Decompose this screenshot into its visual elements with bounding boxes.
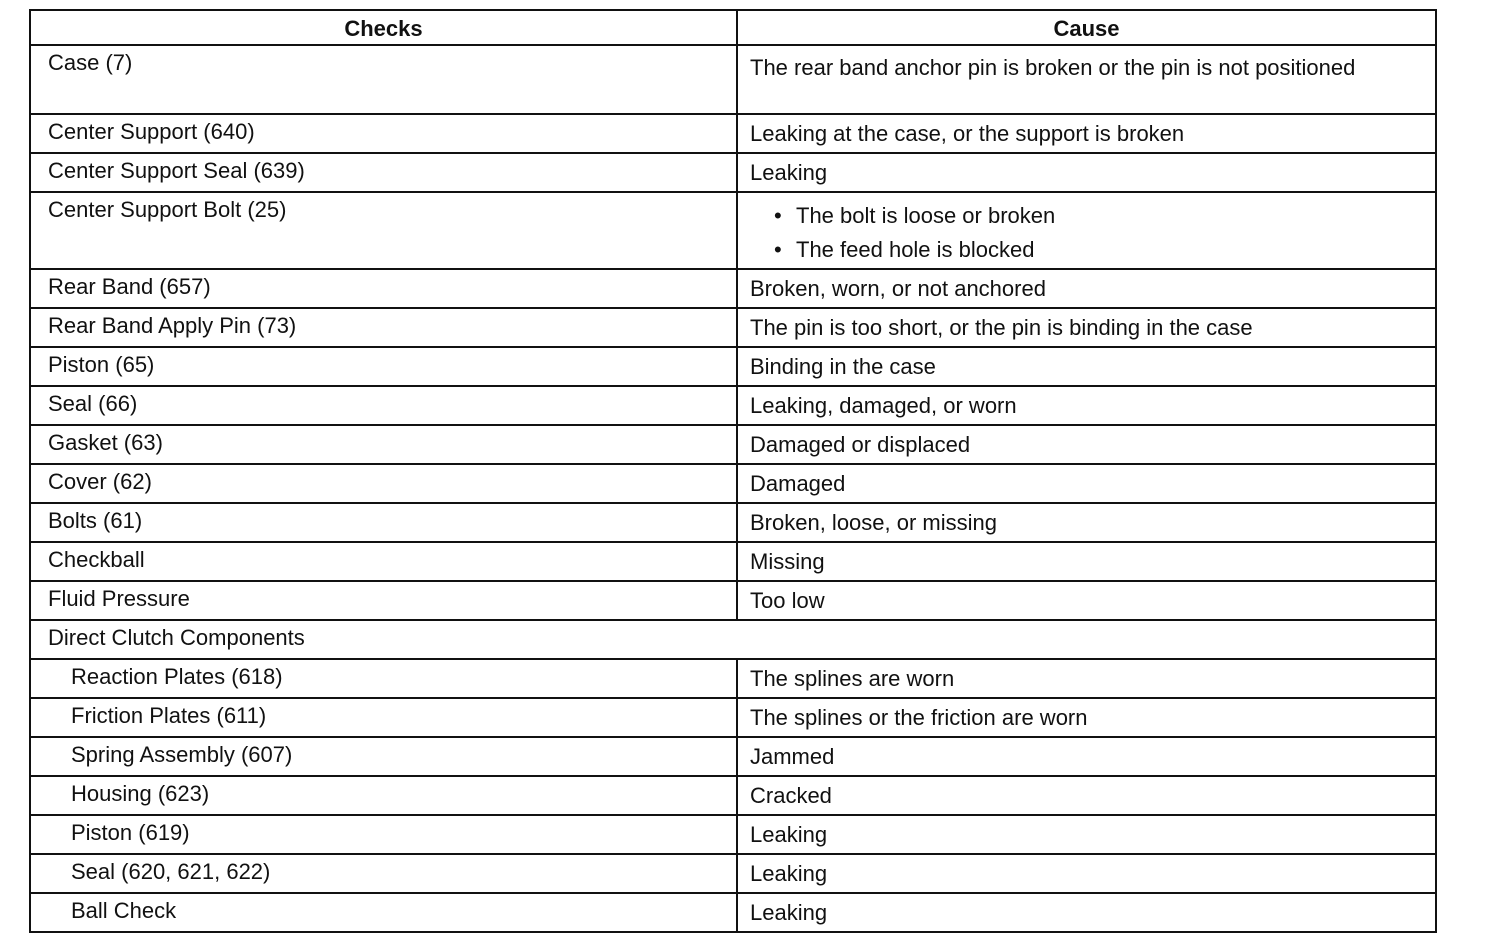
check-cell: Fluid Pressure bbox=[30, 581, 737, 620]
check-cell: Center Support (640) bbox=[30, 114, 737, 153]
table-row bbox=[30, 153, 1436, 192]
table-row bbox=[30, 45, 1436, 114]
table-row bbox=[30, 503, 1436, 542]
cause-cell: Missing bbox=[737, 542, 1436, 581]
check-cell: Seal (620, 621, 622) bbox=[30, 854, 737, 893]
check-cell: Piston (619) bbox=[30, 815, 737, 854]
check-cell: Reaction Plates (618) bbox=[30, 659, 737, 698]
cause-cell: Leaking bbox=[737, 815, 1436, 854]
table-row bbox=[30, 192, 1436, 269]
cause-cell: The splines or the friction are worn bbox=[737, 698, 1436, 737]
diagnosis-table bbox=[29, 9, 1437, 933]
group-label: Direct Clutch Components bbox=[30, 620, 1436, 659]
cause-cell: Leaking at the case, or the support is broken bbox=[737, 114, 1436, 153]
check-cell: Spring Assembly (607) bbox=[30, 737, 737, 776]
check-cell: Center Support Seal (639) bbox=[30, 153, 737, 192]
check-cell: Rear Band (657) bbox=[30, 269, 737, 308]
table-row bbox=[30, 815, 1436, 854]
cause-cell: Broken, worn, or not anchored bbox=[737, 269, 1436, 308]
check-cell: Seal (66) bbox=[30, 386, 737, 425]
check-cell: Checkball bbox=[30, 542, 737, 581]
cause-cell: The pin is too short, or the pin is binding in the case bbox=[737, 308, 1436, 347]
checks-column-header: Checks bbox=[30, 10, 737, 45]
cause-cell: The rear band anchor pin is broken or the pin is not positioned bbox=[737, 45, 1436, 114]
table-row bbox=[30, 464, 1436, 503]
check-cell: Friction Plates (611) bbox=[30, 698, 737, 737]
table-row bbox=[30, 347, 1436, 386]
cause-cell: Binding in the case bbox=[737, 347, 1436, 386]
table-row bbox=[30, 308, 1436, 347]
cause-cell: Damaged or displaced bbox=[737, 425, 1436, 464]
check-cell: Center Support Bolt (25) bbox=[30, 192, 737, 269]
cause-cell: The splines are worn bbox=[737, 659, 1436, 698]
cause-bullet: • The feed hole is blocked bbox=[774, 233, 1427, 267]
check-cell: Gasket (63) bbox=[30, 425, 737, 464]
cause-bullet-list bbox=[750, 199, 1427, 267]
table-header-row bbox=[30, 10, 1436, 45]
table-row bbox=[30, 114, 1436, 153]
cause-cell: Too low bbox=[737, 581, 1436, 620]
check-cell: Ball Check bbox=[30, 893, 737, 932]
check-cell: Housing (623) bbox=[30, 776, 737, 815]
cause-cell: Leaking bbox=[737, 153, 1436, 192]
cause-column-header: Cause bbox=[737, 10, 1436, 45]
table-row bbox=[30, 893, 1436, 932]
cause-cell: Broken, loose, or missing bbox=[737, 503, 1436, 542]
check-cell: Piston (65) bbox=[30, 347, 737, 386]
check-cell: Case (7) bbox=[30, 45, 737, 114]
cause-cell: Cracked bbox=[737, 776, 1436, 815]
table-row bbox=[30, 386, 1436, 425]
cause-cell: Damaged bbox=[737, 464, 1436, 503]
table-row bbox=[30, 542, 1436, 581]
table-row bbox=[30, 698, 1436, 737]
cause-cell: Leaking bbox=[737, 893, 1436, 932]
check-cell: Cover (62) bbox=[30, 464, 737, 503]
cause-cell bbox=[737, 192, 1436, 269]
check-cell: Bolts (61) bbox=[30, 503, 737, 542]
group-header-row bbox=[30, 620, 1436, 659]
cause-cell: Jammed bbox=[737, 737, 1436, 776]
table-row bbox=[30, 854, 1436, 893]
cause-cell: Leaking bbox=[737, 854, 1436, 893]
cause-bullet: • The bolt is loose or broken bbox=[774, 199, 1427, 233]
table-row bbox=[30, 659, 1436, 698]
table-row bbox=[30, 581, 1436, 620]
table-row bbox=[30, 269, 1436, 308]
table-row bbox=[30, 776, 1436, 815]
table-row bbox=[30, 737, 1436, 776]
cause-cell: Leaking, damaged, or worn bbox=[737, 386, 1436, 425]
table-row bbox=[30, 425, 1436, 464]
check-cell: Rear Band Apply Pin (73) bbox=[30, 308, 737, 347]
